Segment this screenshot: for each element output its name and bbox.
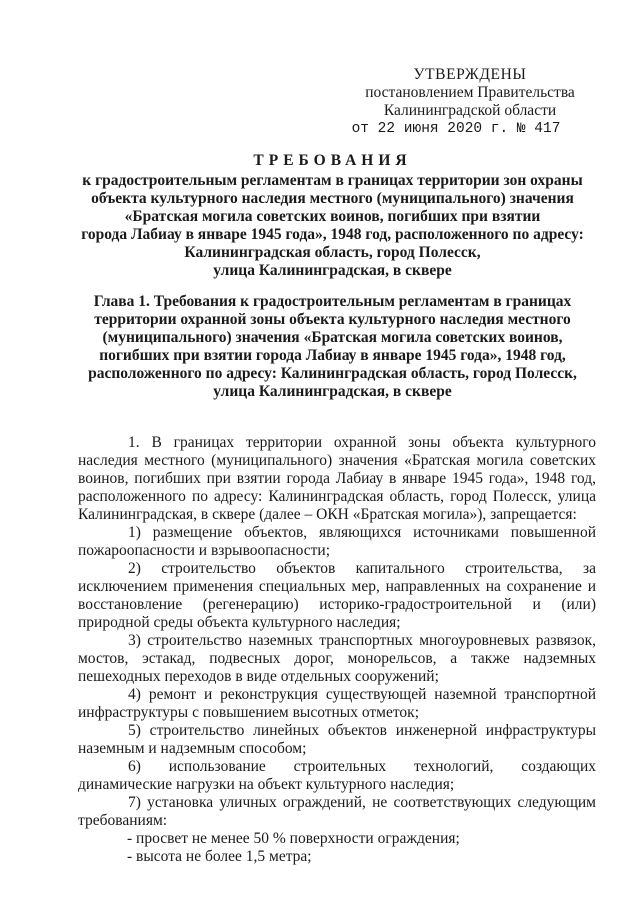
chapter-line: территории охранной зоны объекта культурного наследия местного <box>94 311 571 328</box>
title-line: объекта культурного наследия местного (муниципального) значения <box>91 190 574 207</box>
document-title <box>80 152 585 280</box>
title-line: Калининградская область, город Полесск, <box>184 244 481 261</box>
chapter-line: погибших при взятии города Лабиау в январе 1945 года», 1948 год, <box>99 347 566 364</box>
chapter-line: (муниципального) значения «Братская могила советских воинов, <box>102 329 563 346</box>
title-line: города Лабиау в январе 1945 года», 1948 год, расположенного по адресу: <box>81 226 584 243</box>
list-item-1: 1) размещение объектов, являющихся источниками повышенной пожароопасности и взрывоопасности; <box>78 524 596 559</box>
approval-line: постановлением Правительства <box>365 84 575 101</box>
approval-title: УТВЕРЖДЕНЫ <box>413 66 527 83</box>
list-item-4: 4) ремонт и реконструкция существующей наземной транспортной инфраструктуры с повышением высотных отметок; <box>78 686 596 721</box>
approval-date-line: от 22 июня 2020 г. № 417 <box>351 121 561 137</box>
chapter-line: Глава 1. Требования к градостроительным регламентам в границах <box>93 293 572 310</box>
document-body <box>78 434 596 866</box>
dash-item-2: - высота не более 1,5 метра; <box>127 848 312 865</box>
approval-stamp <box>350 66 590 138</box>
paragraph-1: 1. В границах территории охранной зоны объекта культурного наследия местного (муниципального) значения «Братская могила советских воинов, погибших при взятии города Лабиау в январе 1945 года», 1948 год, расположенного по адресу: Калининградская область, город Полесск, улица Калининградская, в сквере (далее – ОКН «Братская могила»), запрещается: <box>78 434 596 523</box>
chapter-line: улица Калининградская, в сквере <box>213 383 452 400</box>
list-item-7: 7) установка уличных ограждений, не соответствующих следующим требованиям: <box>78 794 596 829</box>
title-word: ТРЕБОВАНИЯ <box>253 152 412 169</box>
list-item-5: 5) строительство линейных объектов инженерной инфраструктуры наземным и надземным способом; <box>78 722 596 757</box>
title-line: к градостроительным регламентам в границах территории зон охраны <box>82 172 583 189</box>
chapter-line: расположенного по адресу: Калининградская область, город Полесск, <box>88 365 577 382</box>
chapter-heading <box>80 293 585 401</box>
title-line: «Братская могила советских воинов, погибших при взятии <box>124 208 541 225</box>
title-line: улица Калининградская, в сквере <box>213 262 452 279</box>
list-item-3: 3) строительство наземных транспортных многоуровневых развязок, мостов, эстакад, подвесных дорог, монорельсов, а также надземных пешеходных переходов в виде отдельных сооружений; <box>78 632 596 685</box>
approval-line: Калининградской области <box>383 102 557 119</box>
list-item-2: 2) строительство объектов капитального строительства, за исключением применения специальных мер, направленных на сохранение и восстановление (регенерацию) историко-градостроительной и (или) природной среды объекта культурного наследия; <box>78 560 596 631</box>
dash-item-1: - просвет не менее 50 % поверхности ограждения; <box>127 830 460 847</box>
list-item-6: 6) использование строительных технологий, создающих динамические нагрузки на объект культурного наследия; <box>78 758 596 793</box>
